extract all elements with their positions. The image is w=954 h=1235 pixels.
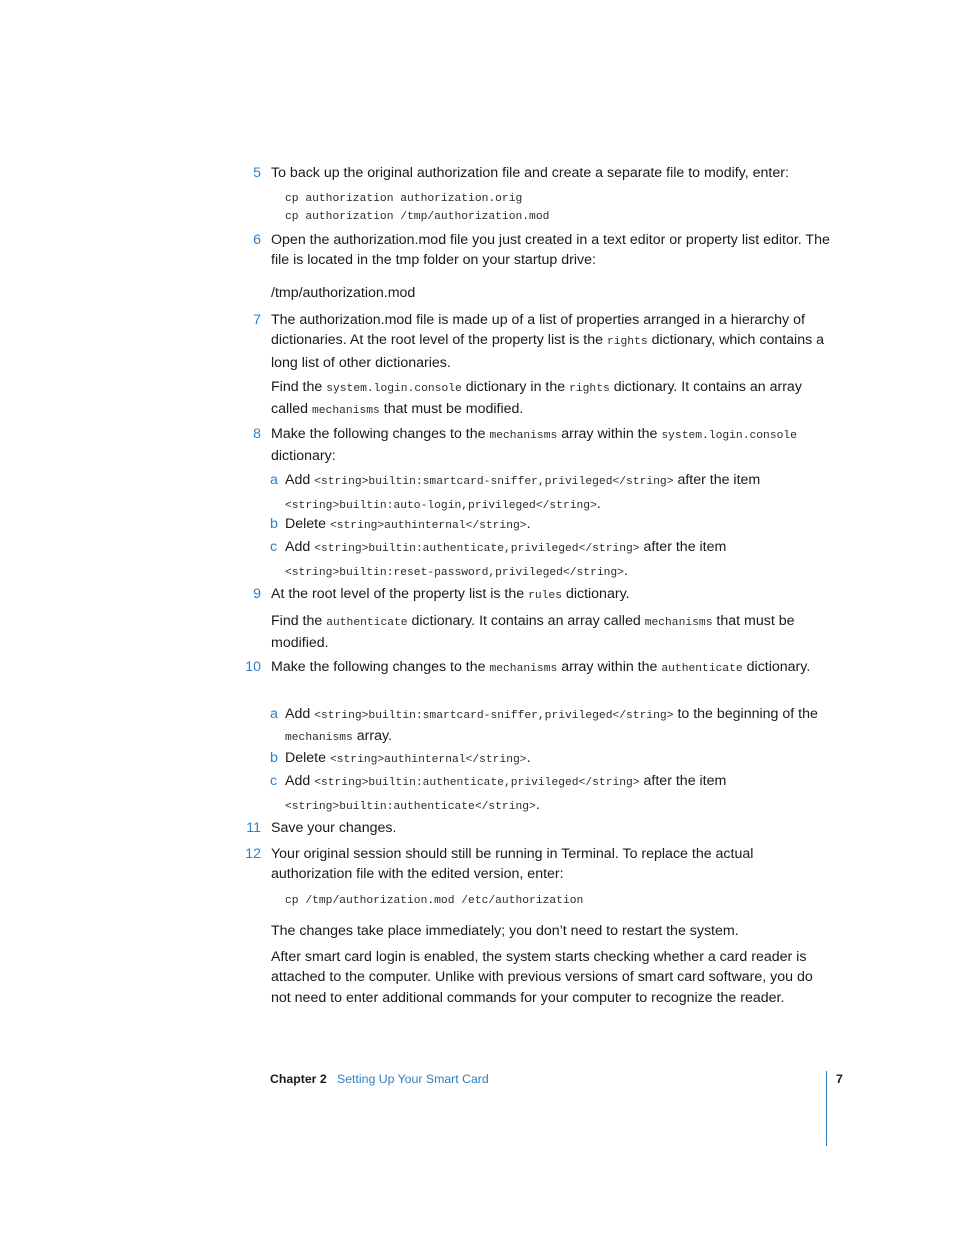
find-paragraph — [271, 377, 831, 422]
inline-code: mechanisms — [285, 732, 353, 745]
inline-code: mechanisms — [489, 663, 558, 675]
text: . — [535, 796, 540, 813]
substep-10c — [270, 771, 830, 818]
substep-letter: b — [270, 750, 278, 766]
step-text: Make the following changes to the — [271, 426, 490, 442]
step-number: 8 — [253, 426, 261, 442]
after-paragraph: After smart card login is enabled, the system starts checking whether a card reader is attached to the computer. Unlike with previous versions of smart card software, you do not need to enter additional commands for your computer to recognize the reader. — [271, 949, 813, 1006]
text: Add — [285, 706, 315, 722]
text: dictionary. It contains an array called — [407, 613, 645, 629]
step-text: dictionary: — [271, 448, 336, 465]
substep-letter: a — [270, 706, 278, 722]
inline-code: <string>authinternal</string> — [329, 520, 527, 532]
text: . — [526, 750, 531, 766]
inline-code: system.login.console — [661, 430, 797, 442]
text: . — [526, 516, 531, 532]
substep-8c — [270, 537, 830, 584]
inline-code: mechanisms — [644, 617, 713, 629]
text: dictionary. It contains an array called — [271, 379, 802, 418]
inline-code: system.login.console — [326, 383, 462, 395]
step-text: Save your changes. — [271, 820, 397, 836]
step-5 — [253, 163, 831, 183]
inline-code: <string>builtin:authenticate,privileged</string> — [314, 777, 640, 789]
footer-divider — [826, 1071, 827, 1146]
text: Add — [285, 539, 315, 555]
text: Find the — [271, 613, 327, 629]
find-paragraph — [271, 611, 831, 654]
step-8 — [253, 424, 831, 467]
step-number: 10 — [245, 659, 261, 675]
substep-letter: c — [270, 773, 278, 789]
step-text: At the root level of the property list is the — [271, 586, 529, 602]
file-path: /tmp/authorization.mod — [271, 285, 416, 301]
substep-letter: b — [270, 516, 278, 532]
inline-code: <string>builtin:authenticate</string> — [285, 800, 536, 813]
page-number: 7 — [836, 1072, 843, 1086]
step-9 — [253, 584, 831, 606]
code-line: cp authorization authorization.orig — [285, 193, 523, 205]
step-10 — [245, 657, 831, 679]
text: Add — [285, 472, 315, 488]
text: Delete — [285, 750, 330, 766]
step-text: array within the — [557, 659, 662, 675]
step-text: The authorization.mod file is made up of a list of properties arranged in a hierarchy of dictionaries. At the root level of the property list is the — [271, 312, 805, 349]
code-line: cp /tmp/authorization.mod /etc/authorization — [285, 895, 584, 907]
step-6 — [253, 230, 831, 271]
step-number: 11 — [246, 820, 261, 836]
inline-code: rights — [569, 383, 610, 395]
footer-chapter-title: Setting Up Your Smart Card — [337, 1072, 489, 1086]
step-number: 5 — [253, 165, 261, 181]
text: Add — [285, 773, 315, 789]
text: that must be modified. — [271, 613, 795, 652]
text: Find the — [271, 379, 327, 395]
text: dictionary in the — [461, 379, 570, 395]
inline-code: <string>builtin:reset-password,privileged</string> — [285, 566, 624, 579]
text: array. — [352, 728, 392, 745]
step-12 — [245, 844, 831, 885]
substep-8a — [270, 470, 830, 517]
step-number: 7 — [253, 312, 261, 328]
text: after the item — [639, 773, 727, 789]
step-text: Make the following changes to the — [271, 659, 490, 675]
step-text: Open the authorization.mod file you just created in a text editor or property list editor. The file is located in the tmp folder on your startup drive: — [271, 232, 830, 269]
inline-code: authenticate — [661, 663, 743, 675]
code-line: cp authorization /tmp/authorization.mod — [285, 211, 550, 223]
inline-code: rules — [528, 590, 562, 602]
inline-code: mechanisms — [312, 405, 380, 418]
step-number: 6 — [253, 232, 261, 248]
inline-code: <string>builtin:auto-login,privileged</string> — [285, 499, 597, 512]
substep-letter: a — [270, 472, 278, 488]
step-text: array within the — [557, 426, 662, 442]
substep-8b — [270, 514, 830, 538]
footer-chapter: Chapter 2 — [270, 1072, 327, 1086]
text: . — [623, 562, 628, 579]
step-7 — [253, 310, 831, 373]
text: after the item — [673, 472, 761, 488]
text: to the beginning of the — [673, 706, 818, 722]
substep-10b — [270, 748, 830, 772]
step-11 — [246, 818, 831, 838]
text: that must be modified. — [379, 401, 524, 418]
substep-10a — [270, 704, 830, 749]
inline-code: <string>builtin:smartcard-sniffer,privileged</string> — [314, 476, 674, 488]
substep-letter: c — [270, 539, 278, 555]
inline-code: authenticate — [326, 617, 408, 629]
step-text: dictionary. — [742, 659, 811, 675]
step-text: Your original session should still be running in Terminal. To replace the actual authorization file with the edited version, enter: — [271, 846, 754, 883]
step-text: dictionary. — [562, 586, 630, 602]
inline-code: <string>builtin:smartcard-sniffer,privileged</string> — [314, 710, 674, 722]
text: after the item — [639, 539, 727, 555]
text: Delete — [285, 516, 330, 532]
step-text: dictionary, which contains a long list of other dictionaries. — [271, 332, 825, 371]
inline-code: mechanisms — [489, 430, 558, 442]
inline-code: <string>builtin:authenticate,privileged</string> — [314, 543, 640, 555]
step-number: 12 — [245, 846, 261, 862]
step-text: To back up the original authorization file and create a separate file to modify, enter: — [271, 165, 789, 181]
changes-paragraph: The changes take place immediately; you don’t need to restart the system. — [271, 923, 739, 939]
text: . — [596, 495, 601, 512]
step-number: 9 — [253, 586, 261, 602]
inline-code: rights — [606, 336, 648, 349]
inline-code: <string>authinternal</string> — [329, 754, 527, 766]
